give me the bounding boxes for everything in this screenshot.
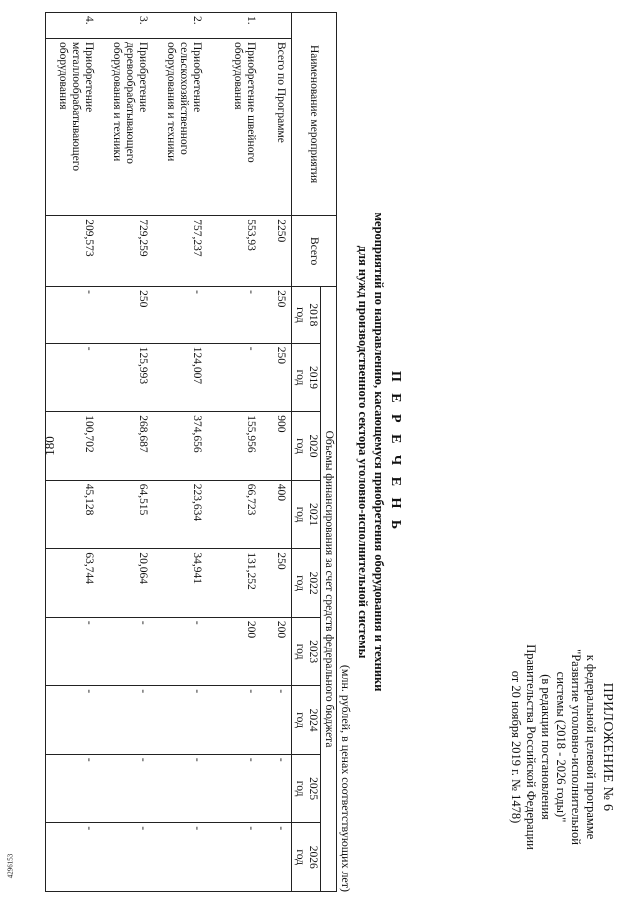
row-total: 2250 [262,216,292,287]
row-name: Приобретение деревообрабатывающего оборудования и техники [100,38,154,215]
year-header: 2020 год [292,412,321,481]
appendix-line: от 20 ноября 2019 г. № 1478) [509,670,523,824]
row-index: 2. [154,13,208,39]
year-header: 2026 год [292,823,321,892]
row-value: 64,515 [100,480,154,549]
row-index: 3. [100,13,154,39]
row-value: - [154,823,208,892]
row-value: 124,007 [154,343,208,412]
row-value: 223,634 [154,480,208,549]
appendix-line: "Развитие уголовно-исполнительной [569,649,583,845]
document-title [355,12,403,892]
row-value: 155,956 [208,412,262,481]
row-value: - [262,754,292,823]
row-name: Приобретение швейного оборудования [208,38,262,215]
row-value: - [46,617,100,686]
row-value: 900 [262,412,292,481]
row-value: - [208,823,262,892]
row-value: 374,656 [154,412,208,481]
row-value: 200 [208,617,262,686]
row-value: - [262,686,292,755]
appendix-line: Правительства Российской Федерации [524,644,538,850]
year-header: 2023 год [292,617,321,686]
table-row [262,13,292,892]
row-value: 131,252 [208,549,262,618]
appendix-line: (в редакции постановления [539,674,553,820]
row-total: 757,237 [154,216,208,287]
rotated-page-content [25,12,615,892]
header-financing-group: Объемы финансирования за счет средств федерального бюджета [321,287,337,892]
document-id: 4296153 [6,853,15,879]
appendix-line: системы (2018 - 2026 годы)" [554,671,568,823]
header-name: Наименование мероприятия [292,13,337,216]
year-header: 2021 год [292,480,321,549]
row-value: - [100,754,154,823]
appendix-block [508,602,615,892]
row-value: 125,993 [100,343,154,412]
row-value: 200 [262,617,292,686]
row-value: - [100,617,154,686]
row-name: Всего по Программе [262,38,292,215]
row-value: - [262,823,292,892]
row-value: - [100,686,154,755]
row-value: - [154,686,208,755]
table-row [154,13,208,892]
row-value: 34,941 [154,549,208,618]
table-row [46,13,100,892]
row-value: 100,702 [46,412,100,481]
row-value: 268,687 [100,412,154,481]
appendix-line: к федеральной целевой программе [584,654,598,840]
row-value: 20,064 [100,549,154,618]
row-value: - [46,287,100,344]
row-value: 250 [262,343,292,412]
page-number: 180 [41,436,57,456]
year-header: 2024 год [292,686,321,755]
row-value: - [46,343,100,412]
financing-table [45,12,337,892]
year-header: 2018 год [292,287,321,344]
title-line-1: мероприятий по направлению, касающемуся приобретения оборудования и техники [372,212,386,692]
units-note: (млн. рублей, в ценах соответствующих лет) [339,664,353,892]
table-row [100,13,154,892]
year-header: 2019 год [292,343,321,412]
row-index: 1. [208,13,262,39]
year-header: 2025 год [292,754,321,823]
row-value: - [208,343,262,412]
row-index: 4. [46,13,100,39]
row-value: - [208,287,262,344]
header-total: Всего [292,216,337,287]
row-value: - [154,617,208,686]
row-total: 729,259 [100,216,154,287]
row-value: 66,723 [208,480,262,549]
row-name: Приобретение сельскохозяйственного оборудования и техники [154,38,208,215]
row-value: 400 [262,480,292,549]
row-value: - [46,823,100,892]
row-value: - [46,686,100,755]
row-value: - [154,287,208,344]
row-value: 250 [100,287,154,344]
row-value: - [154,754,208,823]
row-value: - [208,686,262,755]
appendix-lines [508,602,598,892]
title-line-2: для нужд производственного сектора уголовно-исполнительной системы [356,245,370,659]
row-index [262,13,292,39]
table-body [46,13,292,892]
appendix-title: ПРИЛОЖЕНИЕ № 6 [600,682,615,812]
row-value: 45,128 [46,480,100,549]
row-value: 250 [262,287,292,344]
row-value: - [208,754,262,823]
row-total: 553,93 [208,216,262,287]
row-name: Приобретение металлообрабатывающего оборудования [46,38,100,215]
row-total: 209,573 [46,216,100,287]
table-row [208,13,262,892]
row-value: - [100,823,154,892]
row-value: 63,744 [46,549,100,618]
row-value: - [46,754,100,823]
title-heading: П Е Р Е Ч Е Н Ь [388,370,403,534]
row-value: 250 [262,549,292,618]
year-header: 2022 год [292,549,321,618]
